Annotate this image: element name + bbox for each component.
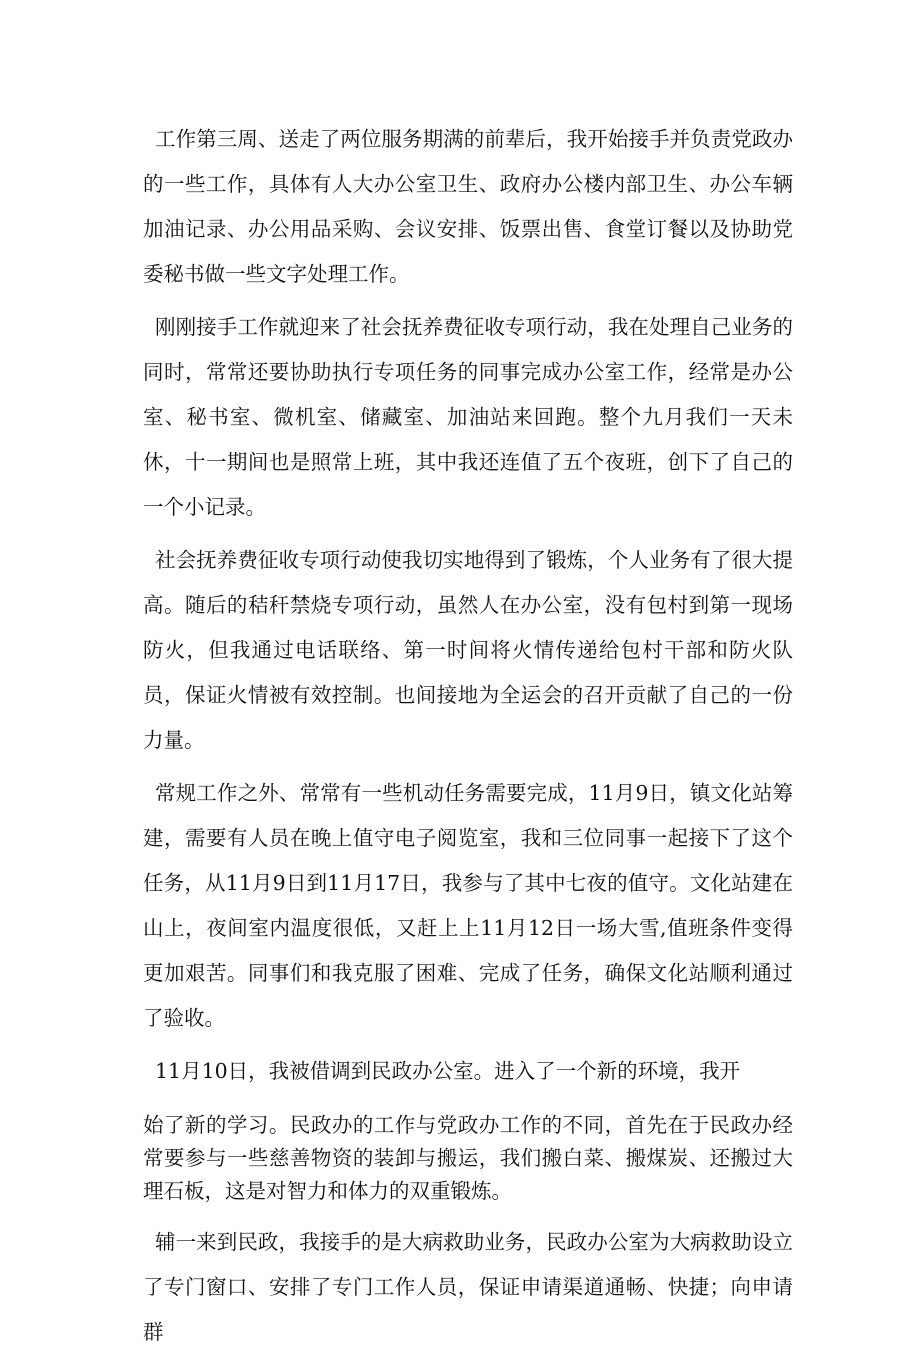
paragraph-4: 常规工作之外、常常有一些机动任务需要完成，11月9日，镇文化站筹建，需要有人员在晚上值守电子阅览室，我和三位同事一起接下了这个任务，从11月9日到11月17日，我参与了其中七夜的值守。文化站建在山上，夜间室内温度很低，又赶上上11月12日一场大雪,值班条件变得更加艰苦。同事们和我克服了困难、完成了任务，确保文化站顺利通过了验收。 — [143, 781, 793, 1030]
document-body — [143, 117, 793, 1355]
paragraph-5-continuation: 始了新的学习。民政办的工作与党政办工作的不同，首先在于民政办经常要参与一些慈善物资的装卸与搬运，我们搬白菜、搬煤炭、还搬过大理石板，这是对智力和体力的双重锻炼。 — [143, 1113, 793, 1203]
paragraph-6: 辅一来到民政，我接手的是大病救助业务，民政办公室为大病救助设立了专门窗口、安排了专门工作人员，保证申请渠道通畅、快捷；向申请群 — [143, 1230, 793, 1344]
paragraph-2: 刚刚接手工作就迎来了社会抚养费征收专项行动，我在处理自己业务的同时，常常还要协助执行专项任务的同事完成办公室工作，经常是办公室、秘书室、微机室、储藏室、加油站来回跑。整个九月我们一天未休，十一期间也是照常上班，其中我还连值了五个夜班，创下了自己的一个小记录。 — [143, 315, 793, 519]
paragraph-5-first-line: 11月10日，我被借调到民政办公室。进入了一个新的环境，我开 — [155, 1059, 741, 1083]
paragraph-1: 工作第三周、送走了两位服务期满的前辈后，我开始接手并负责党政办的一些工作，具体有人大办公室卫生、政府办公楼内部卫生、办公车辆加油记录、办公用品采购、会议安排、饭票出售、食堂订餐以及协助党委秘书做一些文字处理工作。 — [143, 127, 793, 286]
paragraph-3: 社会抚养费征收专项行动使我切实地得到了锻炼，个人业务有了很大提高。随后的秸秆禁烧专项行动，虽然人在办公室，没有包村到第一现场防火，但我通过电话联络、第一时间将火情传递给包村干部和防火队员，保证火情被有效控制。也间接地为全运会的召开贡献了自己的一份力量。 — [143, 548, 793, 752]
